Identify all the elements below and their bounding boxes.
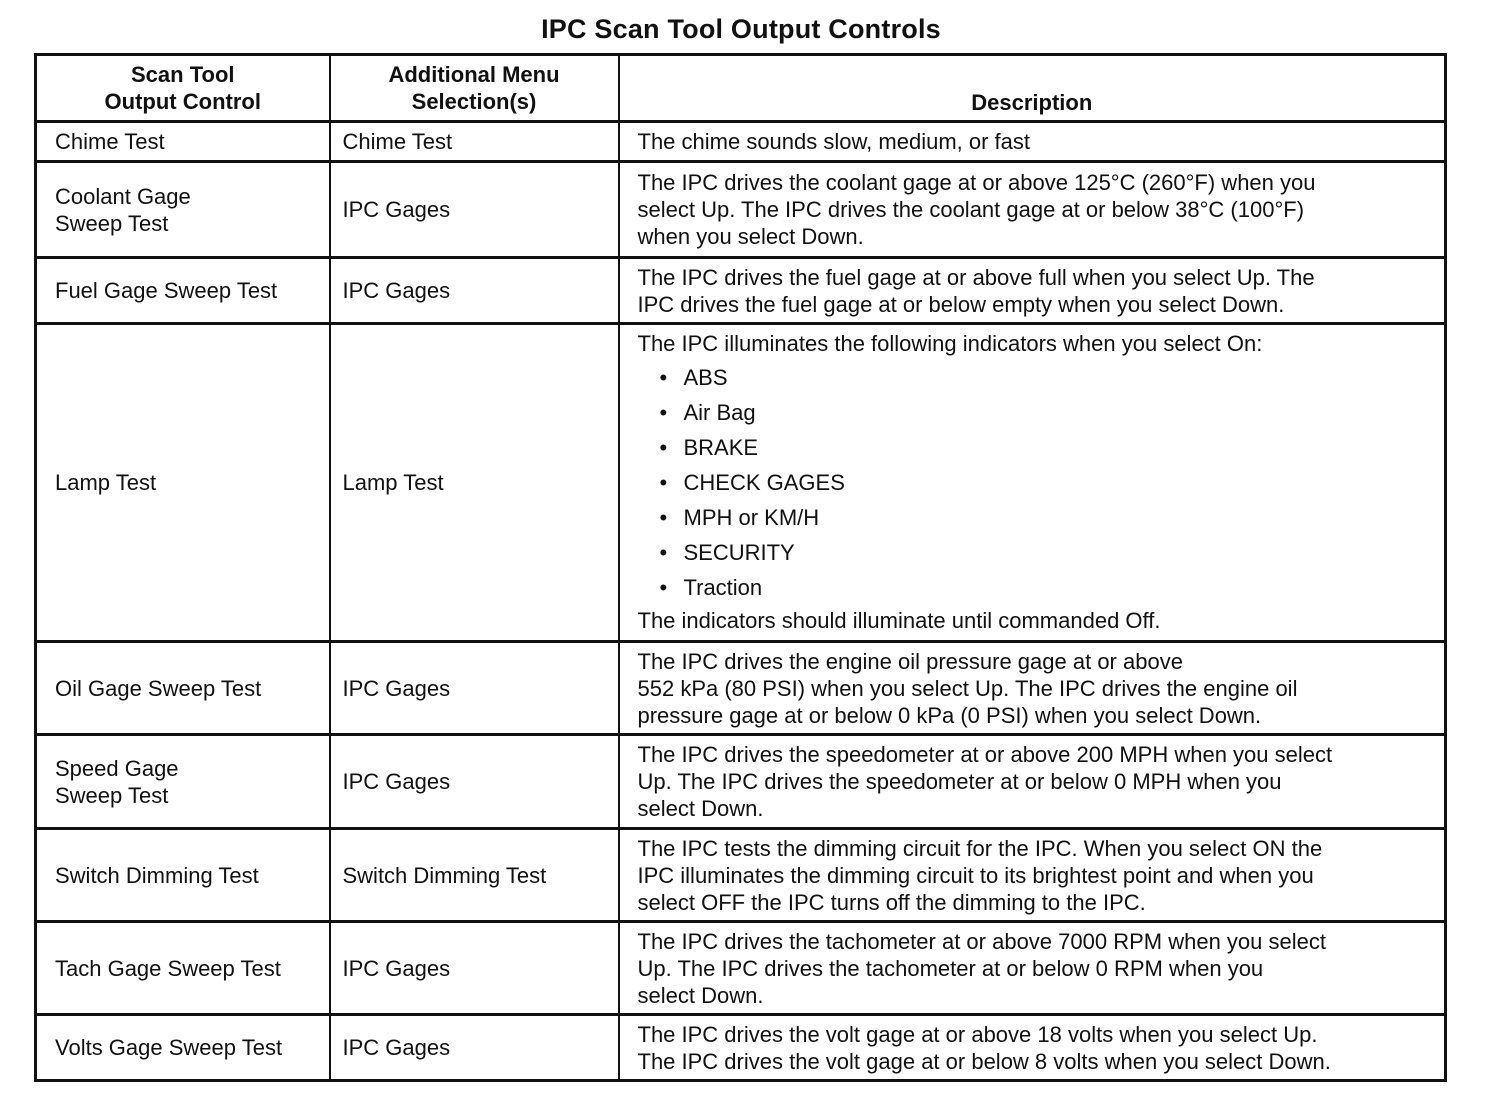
description-line: IPC drives the fuel gage at or below empty when you select Down. [637, 291, 1285, 317]
description-line: select Down. [637, 796, 764, 821]
list-item [660, 570, 1437, 605]
menu-selection-cell: Lamp Test [330, 324, 619, 642]
description-cell [619, 324, 1446, 642]
output-control-text: Sweep Test [55, 210, 169, 236]
indicator-label: Air Bag [683, 400, 756, 425]
description-cell [619, 1015, 1446, 1081]
output-control-text: Sweep Test [55, 782, 169, 808]
output-control-cell [36, 642, 330, 735]
header-menu-selection-line: Additional Menu [388, 62, 560, 87]
indicator-label: Traction [683, 575, 763, 600]
bullet-icon: • [659, 435, 668, 460]
indicator-label: BRAKE [683, 435, 759, 460]
header-menu-selection [330, 55, 619, 122]
bullet-icon: • [659, 400, 668, 425]
description-line: Up. The IPC drives the tachometer at or below 0 RPM when you [637, 955, 1264, 981]
list-item [660, 430, 1437, 465]
description-line: select Down. [637, 982, 764, 1008]
header-output-control-line: Output Control [104, 89, 261, 114]
description-line: The IPC tests the dimming circuit for the IPC. When you select ON the [637, 835, 1323, 861]
description-cell [619, 735, 1446, 829]
indicator-label: ABS [683, 365, 728, 390]
list-item [660, 465, 1437, 500]
description-line: when you select Down. [637, 224, 864, 249]
header-output-control-line: Scan Tool [131, 62, 235, 87]
output-control-cell [36, 922, 330, 1015]
output-control-text: Switch Dimming Test [55, 862, 259, 888]
table-row [36, 162, 1446, 258]
bullet-icon: • [659, 540, 668, 565]
table-row [36, 122, 1446, 162]
menu-selection-cell: IPC Gages [330, 258, 619, 324]
description-line: The IPC drives the volt gage at or above 18 volts when you select Up. [637, 1021, 1318, 1047]
header-description: Description [619, 55, 1446, 122]
menu-selection-cell: IPC Gages [330, 922, 619, 1015]
description-cell [619, 922, 1446, 1015]
menu-selection-cell: Chime Test [330, 122, 619, 162]
description-cell [619, 258, 1446, 324]
description-line: select Up. The IPC drives the coolant gage at or below 38°C (100°F) [637, 197, 1305, 222]
bullet-icon: • [659, 505, 668, 530]
menu-selection-cell: IPC Gages [330, 162, 619, 258]
table-row [36, 922, 1446, 1015]
description-line: The indicators should illuminate until commanded Off. [637, 608, 1161, 633]
description-line: The IPC drives the engine oil pressure gage at or above [637, 648, 1183, 674]
output-control-text: Volts Gage Sweep Test [55, 1035, 283, 1060]
menu-selection-cell: Switch Dimming Test [330, 829, 619, 922]
indicator-label: CHECK GAGES [683, 470, 845, 495]
list-item [660, 360, 1437, 395]
description-line: The IPC drives the speedometer at or above 200 MPH when you select [637, 742, 1333, 767]
output-control-text: Speed Gage [55, 755, 179, 781]
description-line: select OFF the IPC turns off the dimming to the IPC. [637, 889, 1146, 915]
list-item [660, 395, 1437, 430]
bullet-icon: • [659, 365, 668, 390]
description-line: The IPC drives the coolant gage at or above 125°C (260°F) when you [637, 170, 1316, 195]
menu-selection-cell: IPC Gages [330, 1015, 619, 1081]
table-row [36, 829, 1446, 922]
indicator-list [638, 360, 1437, 605]
table-row [36, 1015, 1446, 1081]
output-control-text: Fuel Gage Sweep Test [55, 278, 278, 303]
table-row [36, 324, 1446, 642]
indicator-label: SECURITY [683, 540, 795, 565]
description-cell [619, 122, 1446, 162]
description-line: Up. The IPC drives the speedometer at or below 0 MPH when you [637, 769, 1282, 794]
description-line: The IPC drives the volt gage at or below 8 volts when you select Down. [637, 1048, 1331, 1074]
table-row [36, 258, 1446, 324]
document-title: IPC Scan Tool Output Controls [541, 14, 941, 44]
bullet-icon: • [659, 575, 668, 600]
output-control-text: Chime Test [55, 129, 165, 154]
description-cell [619, 829, 1446, 922]
list-item [660, 500, 1437, 535]
description-line: IPC illuminates the dimming circuit to its brightest point and when you [637, 862, 1314, 888]
menu-selection-cell: IPC Gages [330, 642, 619, 735]
output-control-cell [36, 122, 330, 162]
output-control-text: Oil Gage Sweep Test [55, 675, 262, 701]
output-control-cell [36, 162, 330, 258]
description-cell [619, 642, 1446, 735]
output-control-text: Lamp Test [55, 470, 157, 495]
output-control-cell [36, 1015, 330, 1081]
output-control-cell [36, 324, 330, 642]
description-line: The IPC drives the tachometer at or above 7000 RPM when you select [637, 928, 1326, 954]
output-control-cell [36, 258, 330, 324]
output-control-cell [36, 735, 330, 829]
table-header-row [36, 55, 1446, 122]
output-control-cell [36, 829, 330, 922]
description-line: The IPC illuminates the following indicators when you select On: [637, 331, 1263, 356]
output-control-text: Coolant Gage [55, 183, 191, 209]
description-line: pressure gage at or below 0 kPa (0 PSI) when you select Down. [637, 702, 1262, 728]
description-line: The IPC drives the fuel gage at or above full when you select Up. The [637, 264, 1315, 290]
description-cell [619, 162, 1446, 258]
description-line: The chime sounds slow, medium, or fast [637, 129, 1030, 154]
description-line: 552 kPa (80 PSI) when you select Up. The IPC drives the engine oil [637, 675, 1298, 701]
table-row [36, 735, 1446, 829]
indicator-label: MPH or KM/H [683, 505, 820, 530]
output-control-text: Tach Gage Sweep Test [55, 955, 281, 981]
bullet-icon: • [659, 470, 668, 495]
list-item [660, 535, 1437, 570]
menu-selection-cell: IPC Gages [330, 735, 619, 829]
header-menu-selection-line: Selection(s) [411, 89, 537, 114]
header-output-control [36, 55, 330, 122]
table-row [36, 642, 1446, 735]
output-controls-table [34, 53, 1447, 1082]
